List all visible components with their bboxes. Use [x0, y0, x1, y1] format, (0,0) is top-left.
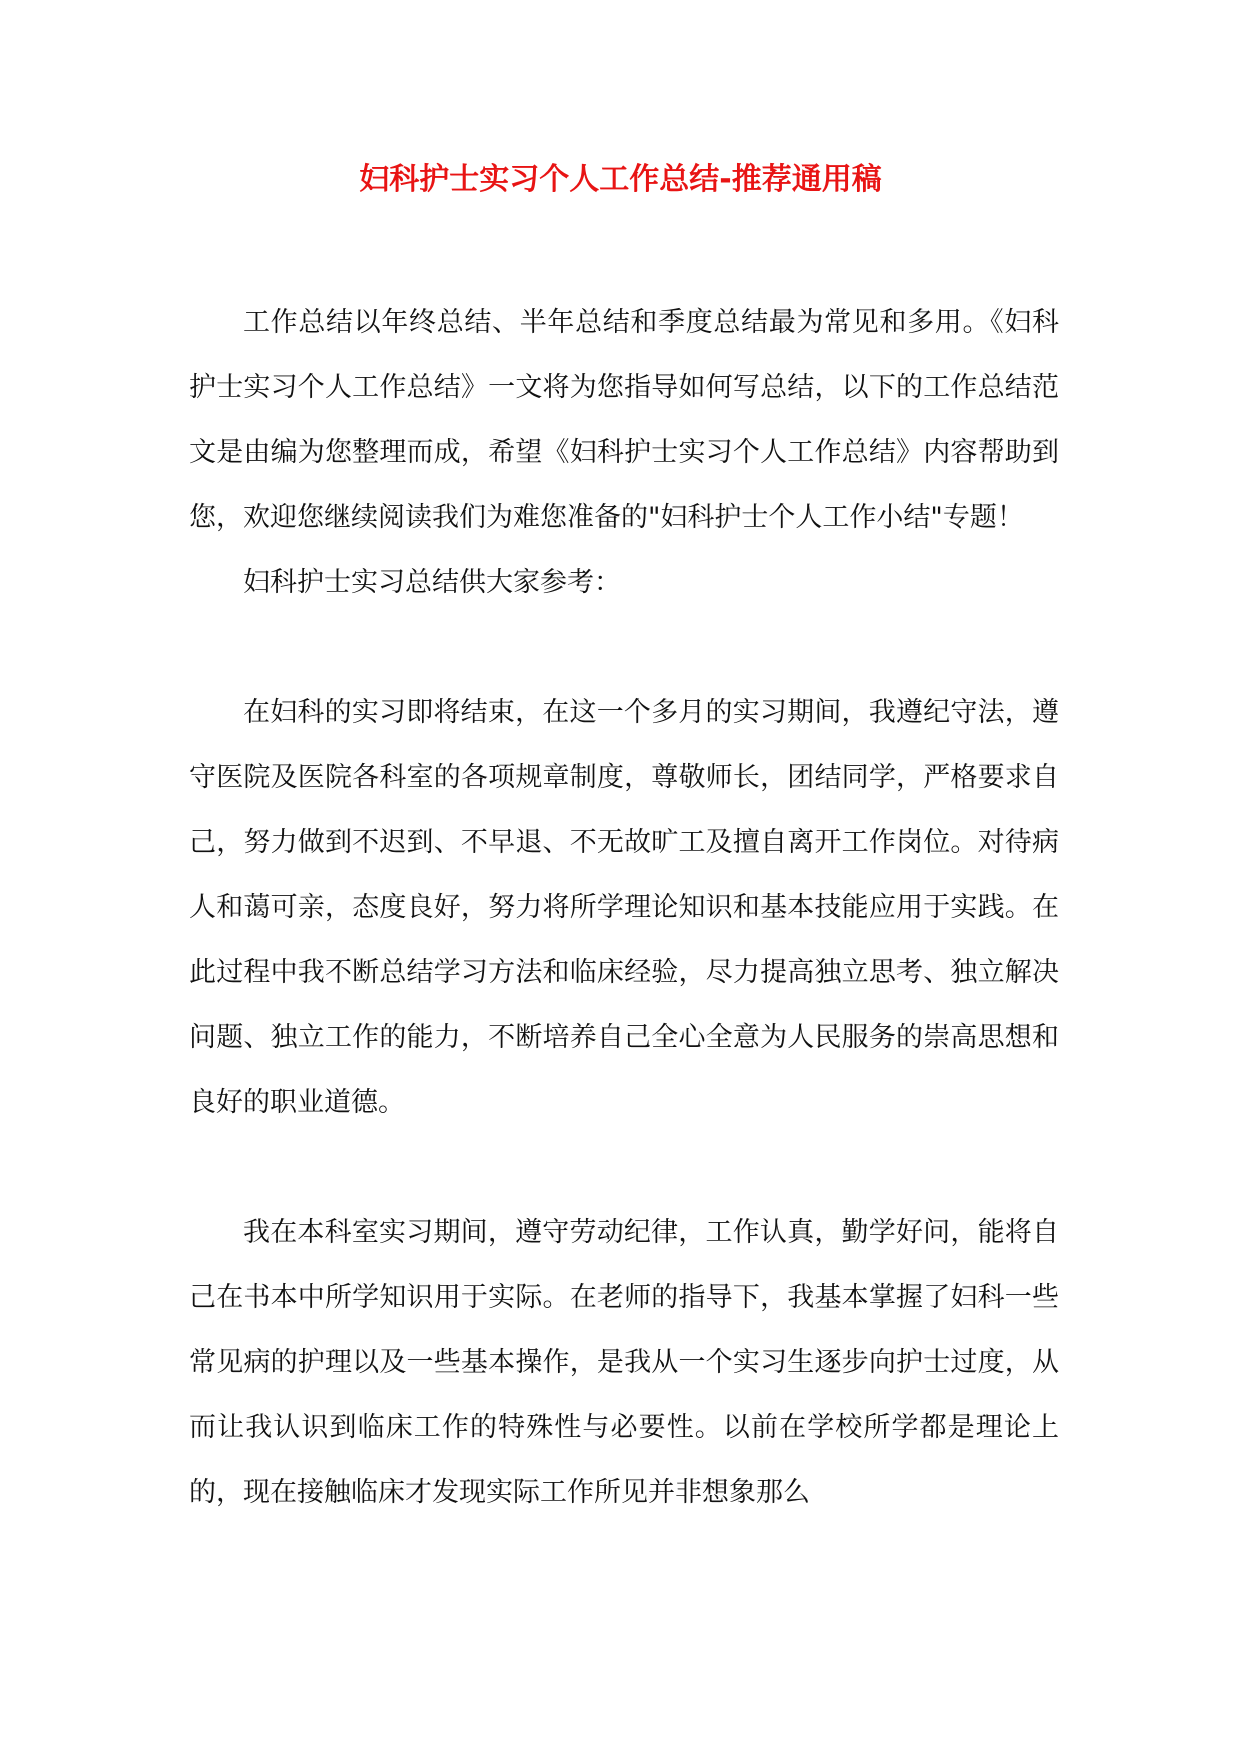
- document-title: 妇科护士实习个人工作总结-推荐通用稿: [359, 162, 882, 197]
- paragraph-department: 我在本科室实习期间，遵守劳动纪律，工作认真，勤学好问，能将自己在书本中所学知识用于实际。在老师的指导下，我基本掌握了妇科一些常见病的护理以及一些基本操作，是我从一个实习生逐步向护士过度，从而让我认识到临床工作的特殊性与必要性。以前在学校所学都是理论上的，现在接触临床才发现实际工作所见并非想象那么: [189, 1217, 1059, 1508]
- paragraph-internship: 在妇科的实习即将结束，在这一个多月的实习期间，我遵纪守法，遵守医院及医院各科室的各项规章制度，尊敬师长，团结同学，严格要求自己，努力做到不迟到、不早退、不无故旷工及擅自离开工作岗位。对待病人和蔼可亲，态度良好，努力将所学理论知识和基本技能应用于实践。在此过程中我不断总结学习方法和临床经验，尽力提高独立思考、独立解决问题、独立工作的能力，不断培养自己全心全意为人民服务的崇高思想和良好的职业道德。: [189, 697, 1059, 1118]
- paragraph-spacer: [189, 615, 1059, 680]
- paragraph-spacer: [189, 1135, 1059, 1200]
- paragraph-reference: 妇科护士实习总结供大家参考：: [243, 567, 621, 598]
- document-body: [189, 290, 1059, 1525]
- paragraph-intro: 工作总结以年终总结、半年总结和季度总结最为常见和多用。《妇科护士实习个人工作总结》一文将为您指导如何写总结，以下的工作总结范文是由编为您整理而成，希望《妇科护士实习个人工作总结》内容帮助到您，欢迎您继续阅读我们为难您准备的"妇科护士个人工作小结"专题！: [189, 307, 1059, 533]
